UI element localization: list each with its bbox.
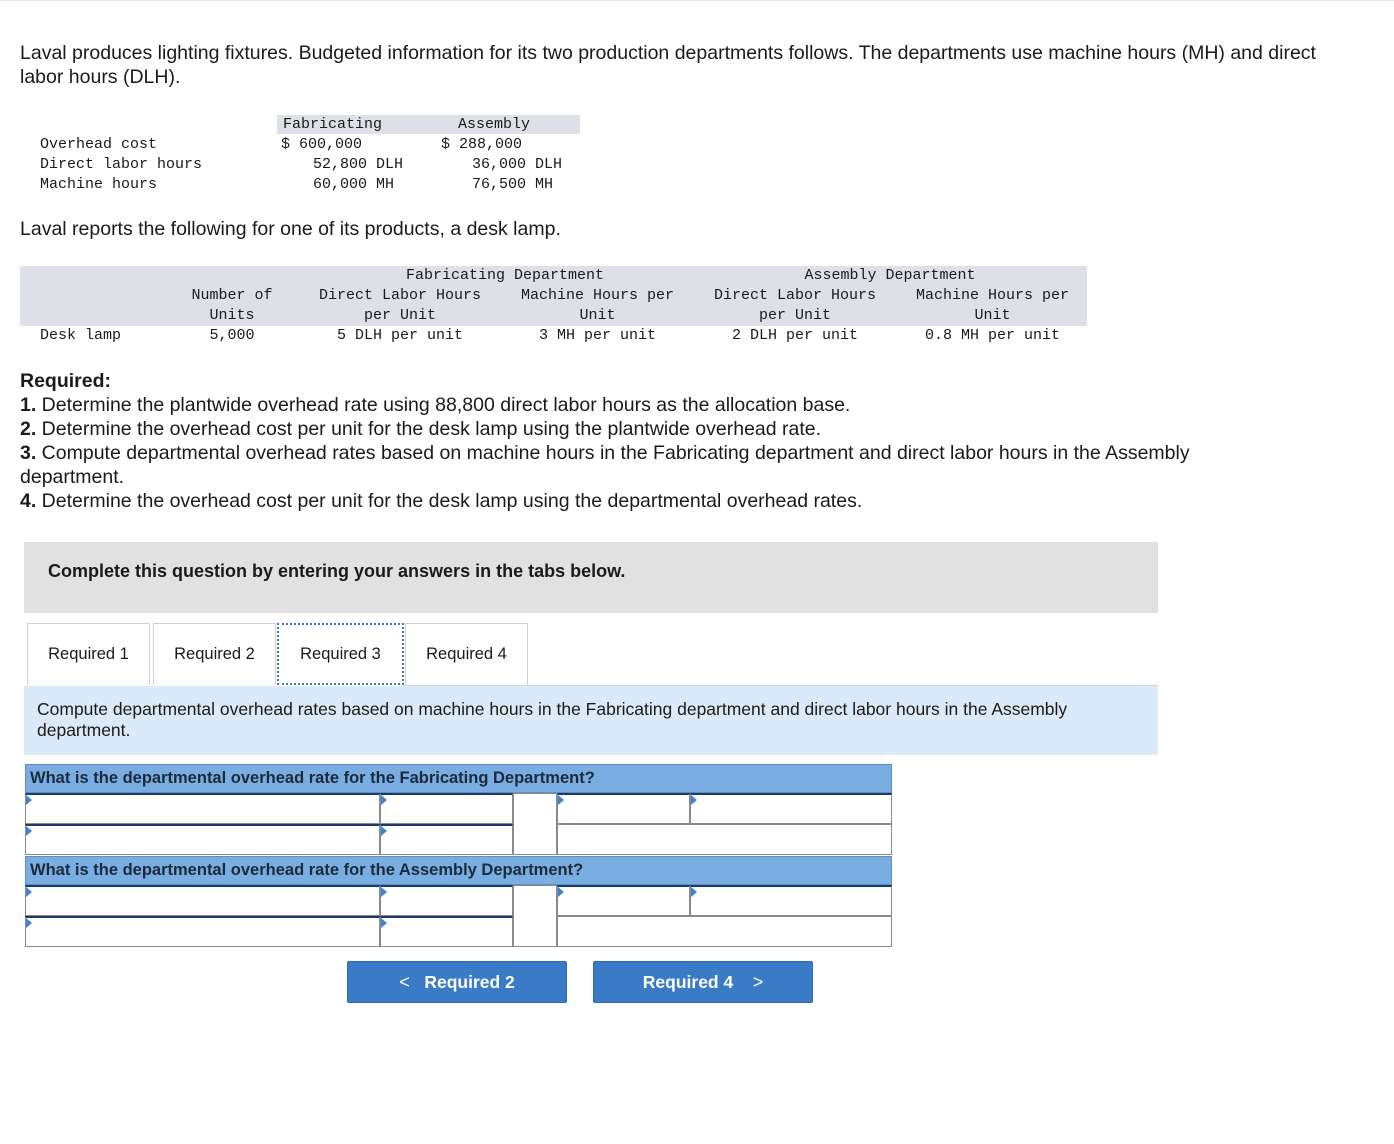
asm-denominator-amount-field[interactable] xyxy=(381,918,512,946)
required-item: 3. Compute departmental overhead rates based on machine hours in the Fabricating department and direct labor hours in the Assembly department. xyxy=(20,442,1190,488)
col-header-asm-mh: Unit xyxy=(974,307,1011,324)
asm-numerator-amount-input[interactable] xyxy=(380,885,513,916)
fab-denominator-label-input[interactable] xyxy=(25,824,380,855)
budget-cell-fab: 52,800 DLH xyxy=(313,156,404,173)
col-header-fab-dlh: Direct Labor Hours xyxy=(318,287,482,304)
budget-header-fabricating: Fabricating xyxy=(283,116,383,133)
asm-numerator-label-field[interactable] xyxy=(26,887,379,915)
product-row-label: Desk lamp xyxy=(40,327,122,344)
col-header-asm-dlh: Direct Labor Hours xyxy=(713,287,877,304)
budget-cell-fab: $ 600,000 xyxy=(281,136,363,153)
col-header-fab-mh: Machine Hours per xyxy=(520,287,675,304)
budget-header-assembly: Assembly xyxy=(458,116,531,133)
product-cell-fab-mh: 3 MH per unit xyxy=(538,327,657,344)
budget-cell-asm: $ 288,000 xyxy=(441,136,523,153)
col-header-asm-mh: Machine Hours per xyxy=(915,287,1070,304)
required-item: 4. Determine the overhead cost per unit for the desk lamp using the departmental overhead rates. xyxy=(20,490,863,512)
next-button-label: Required 4 xyxy=(642,971,734,992)
instruction-panel xyxy=(24,686,1158,755)
asm-numerator-amount-field[interactable] xyxy=(381,887,512,915)
budget-cell-asm: 36,000 DLH xyxy=(472,156,563,173)
question-fabricating-text: What is the departmental overhead rate for the Fabricating Department? xyxy=(30,769,595,787)
fab-denominator-amount-field[interactable] xyxy=(381,826,512,854)
fab-rate-unit-field[interactable] xyxy=(691,795,891,823)
product-cell-asm-dlh: 2 DLH per unit xyxy=(731,327,859,344)
budget-cell-fab: 60,000 MH xyxy=(313,176,395,193)
col-header-units: Number of xyxy=(191,287,273,304)
asm-blank-cell xyxy=(557,916,892,947)
required-item: 2. Determine the overhead cost per unit for the desk lamp using the plantwide overhead rate. xyxy=(20,418,822,440)
fab-rate-field[interactable] xyxy=(558,795,689,823)
col-header-fab-mh: Unit xyxy=(579,307,616,324)
fab-rate-unit-input[interactable] xyxy=(690,793,892,824)
tab-required-1[interactable]: Required 1 xyxy=(27,623,150,685)
fab-equals-cell xyxy=(513,793,557,855)
complete-banner xyxy=(24,542,1158,613)
col-header-asm-dlh: per Unit xyxy=(758,307,831,324)
product-intro: Laval reports the following for one of its products, a desk lamp. xyxy=(20,218,561,240)
asm-denominator-amount-input[interactable] xyxy=(380,916,513,947)
question-header-fabricating xyxy=(25,764,892,793)
budget-row-label: Machine hours xyxy=(40,176,158,193)
next-required-4-button[interactable] xyxy=(593,961,813,1003)
question-assembly-text: What is the departmental overhead rate for the Assembly Department? xyxy=(30,861,584,879)
budget-table xyxy=(20,115,580,195)
required-title: Required: xyxy=(20,370,112,392)
tab-required-2[interactable]: Required 2 xyxy=(153,623,276,685)
fab-numerator-amount-field[interactable] xyxy=(381,795,512,823)
budget-cell-asm: 76,500 MH xyxy=(472,176,554,193)
problem-intro: Laval produces lighting fixtures. Budgeted information for its two production departments follows. The departments use machine hours (MH) and direct labor hours (DLH). xyxy=(20,42,1316,88)
fab-denominator-label-field[interactable] xyxy=(26,826,379,854)
asm-equals-cell xyxy=(513,885,557,947)
product-cell-fab-dlh: 5 DLH per unit xyxy=(336,327,464,344)
fab-numerator-label-input[interactable] xyxy=(25,793,380,824)
group-header-fabricating: Fabricating Department xyxy=(405,267,605,284)
instruction-text: Compute departmental overhead rates based on machine hours in the Fabricating department and direct labor hours in the Assembly department. xyxy=(37,699,1068,740)
fab-numerator-amount-input[interactable] xyxy=(380,793,513,824)
complete-banner-text: Complete this question by entering your answers in the tabs below. xyxy=(48,561,626,581)
tab-required-3[interactable]: Required 3 xyxy=(277,623,404,685)
asm-rate-field[interactable] xyxy=(558,887,689,915)
budget-row-label: Overhead cost xyxy=(40,136,158,153)
col-header-fab-dlh: per Unit xyxy=(363,307,436,324)
prev-button-label: Required 2 xyxy=(424,971,515,992)
question-header-assembly xyxy=(25,856,892,885)
col-header-units: Units xyxy=(209,307,255,324)
chevron-right-icon: > xyxy=(752,971,764,992)
prev-required-2-button[interactable] xyxy=(347,961,567,1003)
required-item: 1. Determine the plantwide overhead rate using 88,800 direct labor hours as the allocation base. xyxy=(20,394,851,416)
chevron-left-icon: < xyxy=(399,971,410,992)
fab-rate-input[interactable] xyxy=(557,793,690,824)
tab-required-4[interactable]: Required 4 xyxy=(405,623,528,685)
budget-row-label: Direct labor hours xyxy=(40,156,203,173)
fab-denominator-amount-input[interactable] xyxy=(380,824,513,855)
required-section xyxy=(20,369,1240,513)
fab-blank-cell xyxy=(557,824,892,855)
group-header-assembly: Assembly Department xyxy=(804,267,976,284)
fab-numerator-label-field[interactable] xyxy=(26,795,379,823)
product-cell-units: 5,000 xyxy=(209,327,255,344)
asm-numerator-label-input[interactable] xyxy=(25,885,380,916)
asm-rate-unit-input[interactable] xyxy=(690,885,892,916)
asm-rate-unit-field[interactable] xyxy=(691,887,891,915)
product-table xyxy=(20,266,1090,346)
asm-denominator-label-input[interactable] xyxy=(25,916,380,947)
top-divider xyxy=(0,0,1394,1)
asm-denominator-label-field[interactable] xyxy=(26,918,379,946)
product-cell-asm-mh: 0.8 MH per unit xyxy=(924,327,1061,344)
asm-rate-input[interactable] xyxy=(557,885,690,916)
